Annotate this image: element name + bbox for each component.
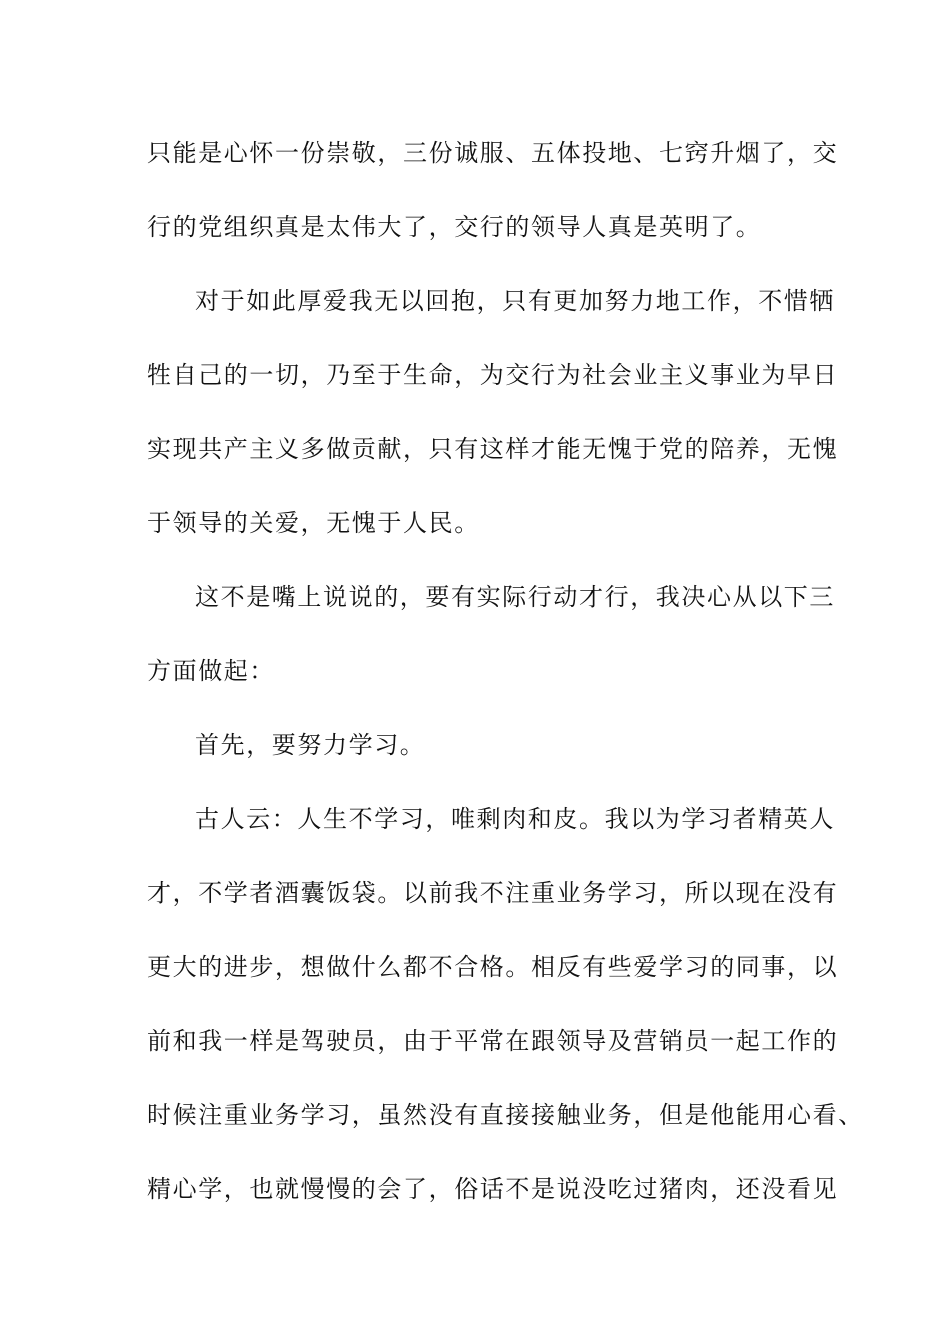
text-line: 更大的进步，想做什么都不合格。相反有些爱学习的同事，以 — [147, 953, 839, 981]
text-line: 前和我一样是驾驶员，由于平常在跟领导及营销员一起工作的 — [147, 1027, 839, 1055]
text-line: 才，不学者酒囊饭袋。以前我不注重业务学习，所以现在没有 — [147, 879, 839, 907]
text-line: 行的党组织真是太伟大了，交行的领导人真是英明了。 — [147, 213, 762, 241]
paragraph-start-line: 对于如此厚爱我无以回抱，只有更加努力地工作，不惜牺 — [195, 287, 835, 315]
text-line: 时候注重业务学习，虽然没有直接接触业务，但是他能用心看、 — [147, 1101, 864, 1129]
paragraph-start-line: 这不是嘴上说说的，要有实际行动才行，我决心从以下三 — [195, 583, 835, 611]
text-line: 方面做起： — [147, 657, 275, 685]
text-line: 牲自己的一切，乃至于生命，为交行为社会业主义事业为早日 — [147, 361, 839, 389]
text-line: 精心学，也就慢慢的会了，俗话不是说没吃过猪肉，还没看见 — [147, 1175, 839, 1203]
text-line: 实现共产主义多做贡献，只有这样才能无愧于党的陪养，无愧 — [147, 435, 839, 463]
paragraph-start-line: 首先，要努力学习。 — [195, 731, 426, 759]
text-line: 只能是心怀一份崇敬，三份诚服、五体投地、七窍升烟了，交 — [147, 139, 839, 167]
paragraph-start-line: 古人云：人生不学习，唯剩肉和皮。我以为学习者精英人 — [195, 805, 835, 833]
text-line: 于领导的关爱，无愧于人民。 — [147, 509, 480, 537]
